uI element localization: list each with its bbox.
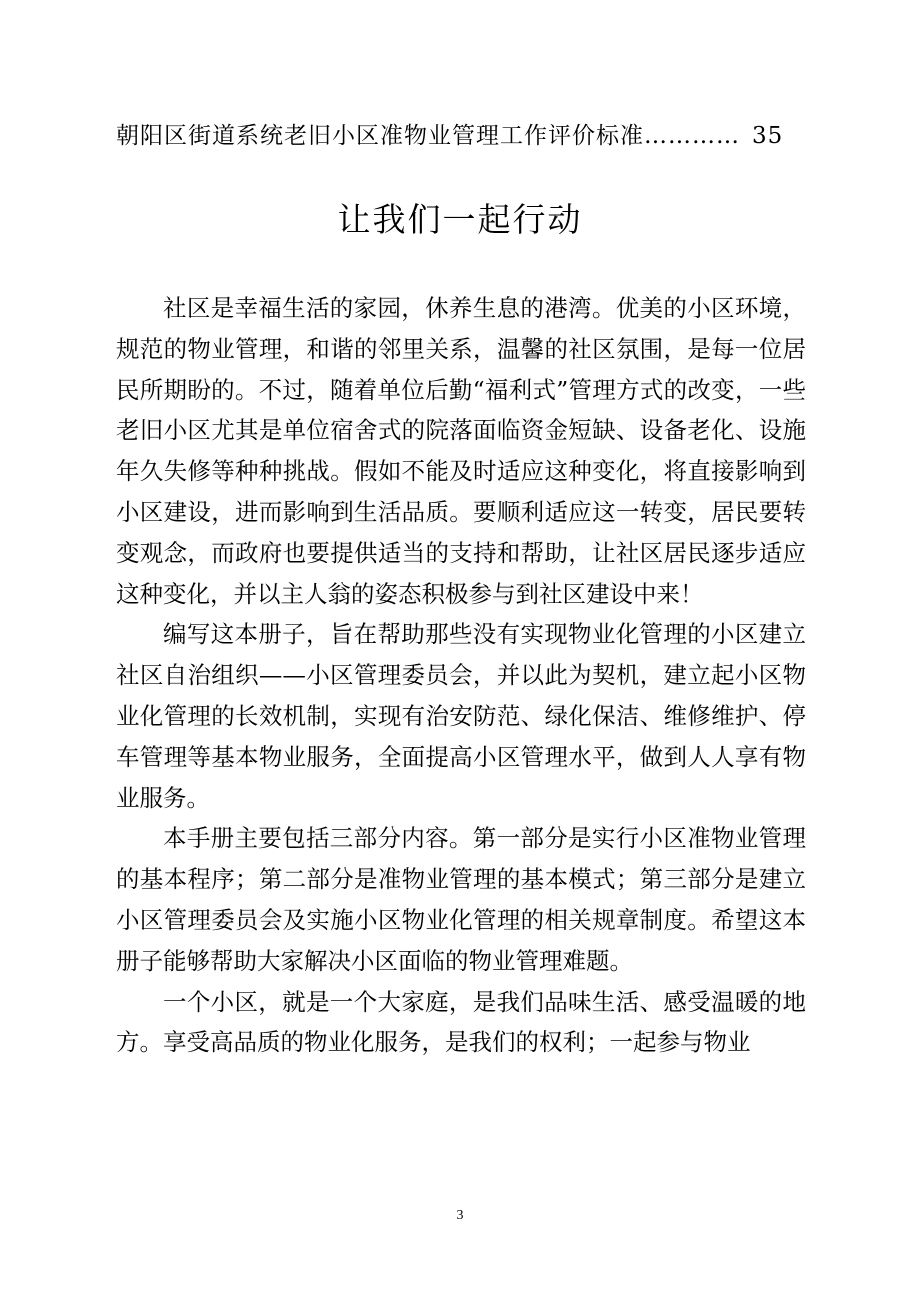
toc-page-number: 35 <box>752 123 784 149</box>
paragraph: 本手册主要包括三部分内容。第一部分是实行小区准物业管理的基本程序；第二部分是准物业管理的基本模式；第三部分是建立小区管理委员会及实施小区物业化管理的相关规章制度。希望这本册子能够帮助大家解决小区面临的物业管理难题。 <box>116 824 806 975</box>
toc-entry <box>116 118 806 154</box>
paragraph: 社区是幸福生活的家园，休养生息的港湾。优美的小区环境，规范的物业管理，和谐的邻里关系，温馨的社区氛围，是每一位居民所期盼的。不过，随着单位后勤“福利式”管理方式的改变，一些老旧小区尤其是单位宿舍式的院落面临资金短缺、设备老化、设施年久失修等种种挑战。假如不能及时适应这种变化，将直接影响到小区建设，进而影响到生活品质。要顺利适应这一转变，居民要转变观念，而政府也要提供适当的支持和帮助，让社区居民逐步适应这种变化，并以主人翁的姿态积极参与到社区建设中来！ <box>116 294 806 608</box>
section-title: 让我们一起行动 <box>337 200 583 239</box>
paragraph: 一个小区，就是一个大家庭，是我们品味生活、感受温暖的地方。享受高品质的物业化服务，是我们的权利；一起参与物业 <box>116 987 806 1057</box>
toc-entry-text: 朝阳区街道系统老旧小区准物业管理工作评价标准………… <box>116 123 740 149</box>
page-number: 3 <box>456 1208 464 1223</box>
paragraph: 编写这本册子，旨在帮助那些没有实现物业化管理的小区建立社区自治组织——小区管理委员会，并以此为契机，建立起小区物业化管理的长效机制，实现有治安防范、绿化保洁、维修维护、停车管理等基本物业服务，全面提高小区管理水平，做到人人享有物业服务。 <box>116 620 806 812</box>
body-text <box>116 288 806 1063</box>
